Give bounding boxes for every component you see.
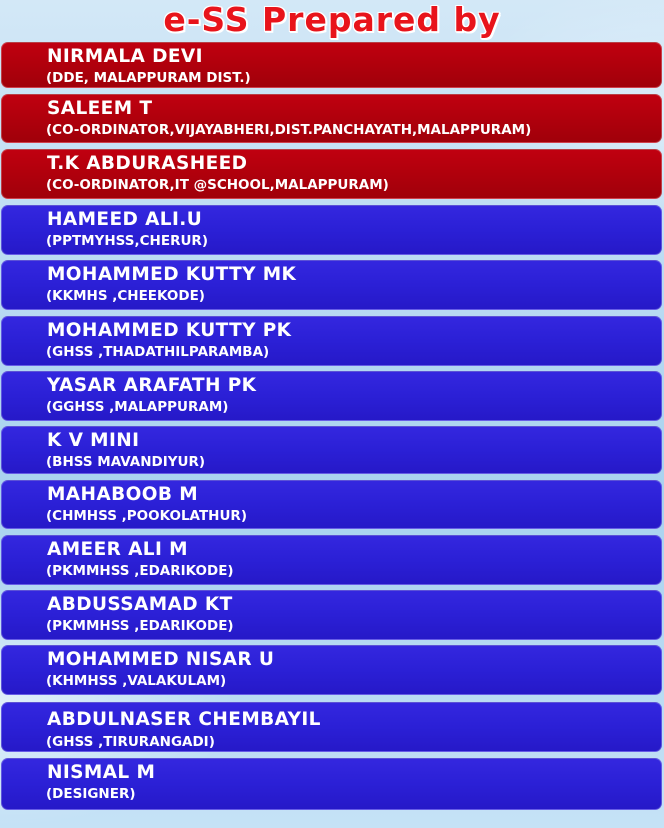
person-card	[1, 94, 662, 143]
person-card	[1, 590, 662, 640]
person-name: K V MINI	[47, 430, 140, 451]
person-name: ABDUSSAMAD KT	[47, 594, 233, 615]
person-detail: (GHSS ,THADATHILPARAMBA)	[46, 344, 270, 360]
person-card	[1, 758, 662, 810]
person-name: NIRMALA DEVI	[47, 46, 203, 67]
person-name: MAHABOOB M	[47, 484, 199, 505]
person-card	[1, 260, 662, 310]
person-detail: (KHMHSS ,VALAKULAM)	[46, 673, 227, 689]
person-name: MOHAMMED KUTTY PK	[47, 320, 292, 341]
person-detail: (DESIGNER)	[46, 786, 136, 802]
person-card	[1, 149, 662, 199]
person-name: HAMEED ALI.U	[47, 209, 203, 230]
person-card	[1, 205, 662, 255]
person-card	[1, 645, 662, 695]
person-name: NISMAL M	[47, 762, 156, 783]
person-detail: (PPTMYHSS,CHERUR)	[46, 233, 208, 249]
person-card	[1, 535, 662, 585]
person-name: T.K ABDURASHEED	[47, 153, 248, 174]
person-detail: (PKMMHSS ,EDARIKODE)	[46, 563, 234, 579]
person-card	[1, 702, 662, 752]
person-detail: (GGHSS ,MALAPPURAM)	[46, 399, 229, 415]
person-card	[1, 480, 662, 529]
person-detail: (CHMHSS ,POOKOLATHUR)	[46, 508, 247, 524]
person-name: AMEER ALI M	[47, 539, 188, 560]
person-detail: (GHSS ,TIRURANGADI)	[46, 734, 215, 750]
person-card	[1, 426, 662, 474]
person-name: MOHAMMED NISAR U	[47, 649, 275, 670]
person-name: ABDULNASER CHEMBAYIL	[47, 709, 321, 730]
person-detail: (DDE, MALAPPURAM DIST.)	[46, 70, 251, 86]
person-name: YASAR ARAFATH PK	[47, 375, 257, 396]
person-detail: (CO-ORDINATOR,VIJAYABHERI,DIST.PANCHAYATH,MALAPPURAM)	[46, 122, 532, 138]
person-detail: (PKMMHSS ,EDARIKODE)	[46, 618, 234, 634]
person-card	[1, 371, 662, 421]
person-name: SALEEM T	[47, 98, 153, 119]
person-card	[1, 42, 662, 88]
person-detail: (KKMHS ,CHEEKODE)	[46, 288, 205, 304]
page-title: e-SS Prepared by	[163, 0, 501, 39]
person-detail: (CO-ORDINATOR,IT @SCHOOL,MALAPPURAM)	[46, 177, 389, 193]
person-name: MOHAMMED KUTTY MK	[47, 264, 297, 285]
person-card	[1, 316, 662, 366]
person-detail: (BHSS MAVANDIYUR)	[46, 454, 206, 470]
